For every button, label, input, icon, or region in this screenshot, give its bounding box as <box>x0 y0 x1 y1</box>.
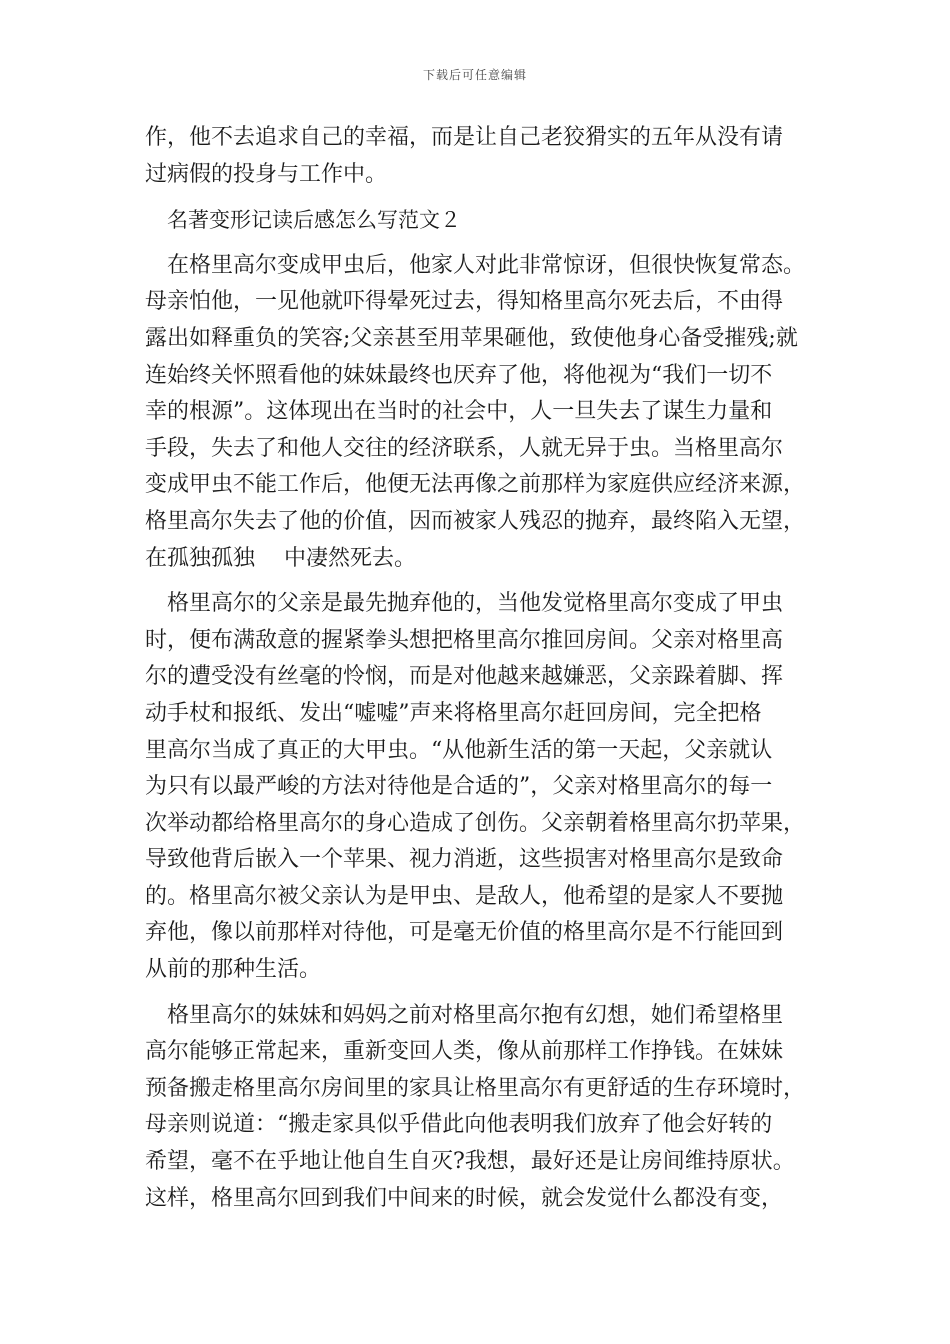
paragraph <box>145 998 835 1218</box>
text-line: 次举动都给格里高尔的身心造成了创伤。父亲朝着格里高尔扔苹果， <box>145 810 806 836</box>
text-line: 为只有以最严峻的方法对待他是合适的”，父亲对格里高尔的每一 <box>145 774 773 800</box>
paragraph <box>145 586 835 989</box>
text-line: 幸的根源”。这体现出在当时的社会中，人一旦失去了谋生力量和 <box>145 399 773 425</box>
text-line: 时，便布满敌意的握紧拳头想把格里高尔推回房间。父亲对格里高 <box>145 627 784 653</box>
text-line: 母亲则说道：“搬走家具似乎借此向他表明我们放弃了他会好转的 <box>145 1112 773 1138</box>
text-line: 里高尔当成了真正的大甲虫。“从他新生活的第一天起，父亲就认 <box>145 737 773 763</box>
text-line: 格里高尔失去了他的价值，因而被家人残忍的抛弃，最终陷入无望， <box>145 508 806 534</box>
document-body <box>145 120 835 1226</box>
paragraph-continuation <box>145 120 835 193</box>
text-line: 的。格里高尔被父亲认为是甲虫、是敌人，他希望的是家人不要抛 <box>145 883 784 909</box>
text-line: 格里高尔的妹妹和妈妈之前对格里高尔抱有幻想，她们希望格里 <box>167 1002 784 1028</box>
paragraph <box>145 248 835 577</box>
text-line: 高尔能够正常起来，重新变回人类，像从前那样工作挣钱。在妹妹 <box>145 1039 784 1065</box>
text-line: 希望，毫不在乎地让他自生自灭?我想，最好还是让房间维持原状。 <box>145 1149 795 1175</box>
subtitle-text: 名著变形记读后感怎么写范文２ <box>167 208 461 233</box>
page-header: 下载后可任意编辑 <box>422 68 527 82</box>
text-line: 尔的遭受没有丝毫的怜悯，而是对他越来越嫌恶，父亲跺着脚、挥 <box>145 664 784 690</box>
text-line: 手段，失去了和他人交往的经济联系，人就无异于虫。当格里高尔 <box>145 435 784 461</box>
text-line: 在孤独孤独 中凄然死去。 <box>145 545 416 571</box>
text-line: 变成甲虫不能工作后，他便无法再像之前那样为家庭供应经济来源， <box>145 472 806 498</box>
text-line: 格里高尔的父亲是最先抛弃他的，当他发觉格里高尔变成了甲虫 <box>167 591 784 617</box>
text-line: 露出如释重负的笑容;父亲甚至用苹果砸他，致使他身心备受摧残;就 <box>145 325 798 351</box>
text-line: 在格里高尔变成甲虫后，他家人对此非常惊讶，但很快恢复常态。 <box>167 252 806 278</box>
text-line: 弃他，像以前那样对待他，可是毫无价值的格里高尔是不行能回到 <box>145 920 784 946</box>
text-line: 作，他不去追求自己的幸福，而是让自己老狡猾实的五年从没有请 <box>145 125 784 150</box>
text-line: 连始终关怀照看他的妹妹最终也厌弃了他，将他视为“我们一切不 <box>145 362 773 388</box>
text-line: 预备搬走格里高尔房间里的家具让格里高尔有更舒适的生存环境时， <box>145 1075 806 1101</box>
text-line: 导致他背后嵌入一个苹果、视力消逝，这些损害对格里高尔是致命 <box>145 847 784 873</box>
text-line: 母亲怕他，一见他就吓得晕死过去，得知格里高尔死去后，不由得 <box>145 289 784 315</box>
section-subtitle <box>145 202 835 239</box>
text-line: 这样，格里高尔回到我们中间来的时候，就会发觉什么都没有变， <box>145 1185 784 1211</box>
text-line: 动手杖和报纸、发出“嘘嘘”声来将格里高尔赶回房间，完全把格 <box>145 700 762 726</box>
text-line: 从前的那种生活。 <box>145 957 322 983</box>
text-line: 过病假的投身与工作中。 <box>145 161 388 187</box>
